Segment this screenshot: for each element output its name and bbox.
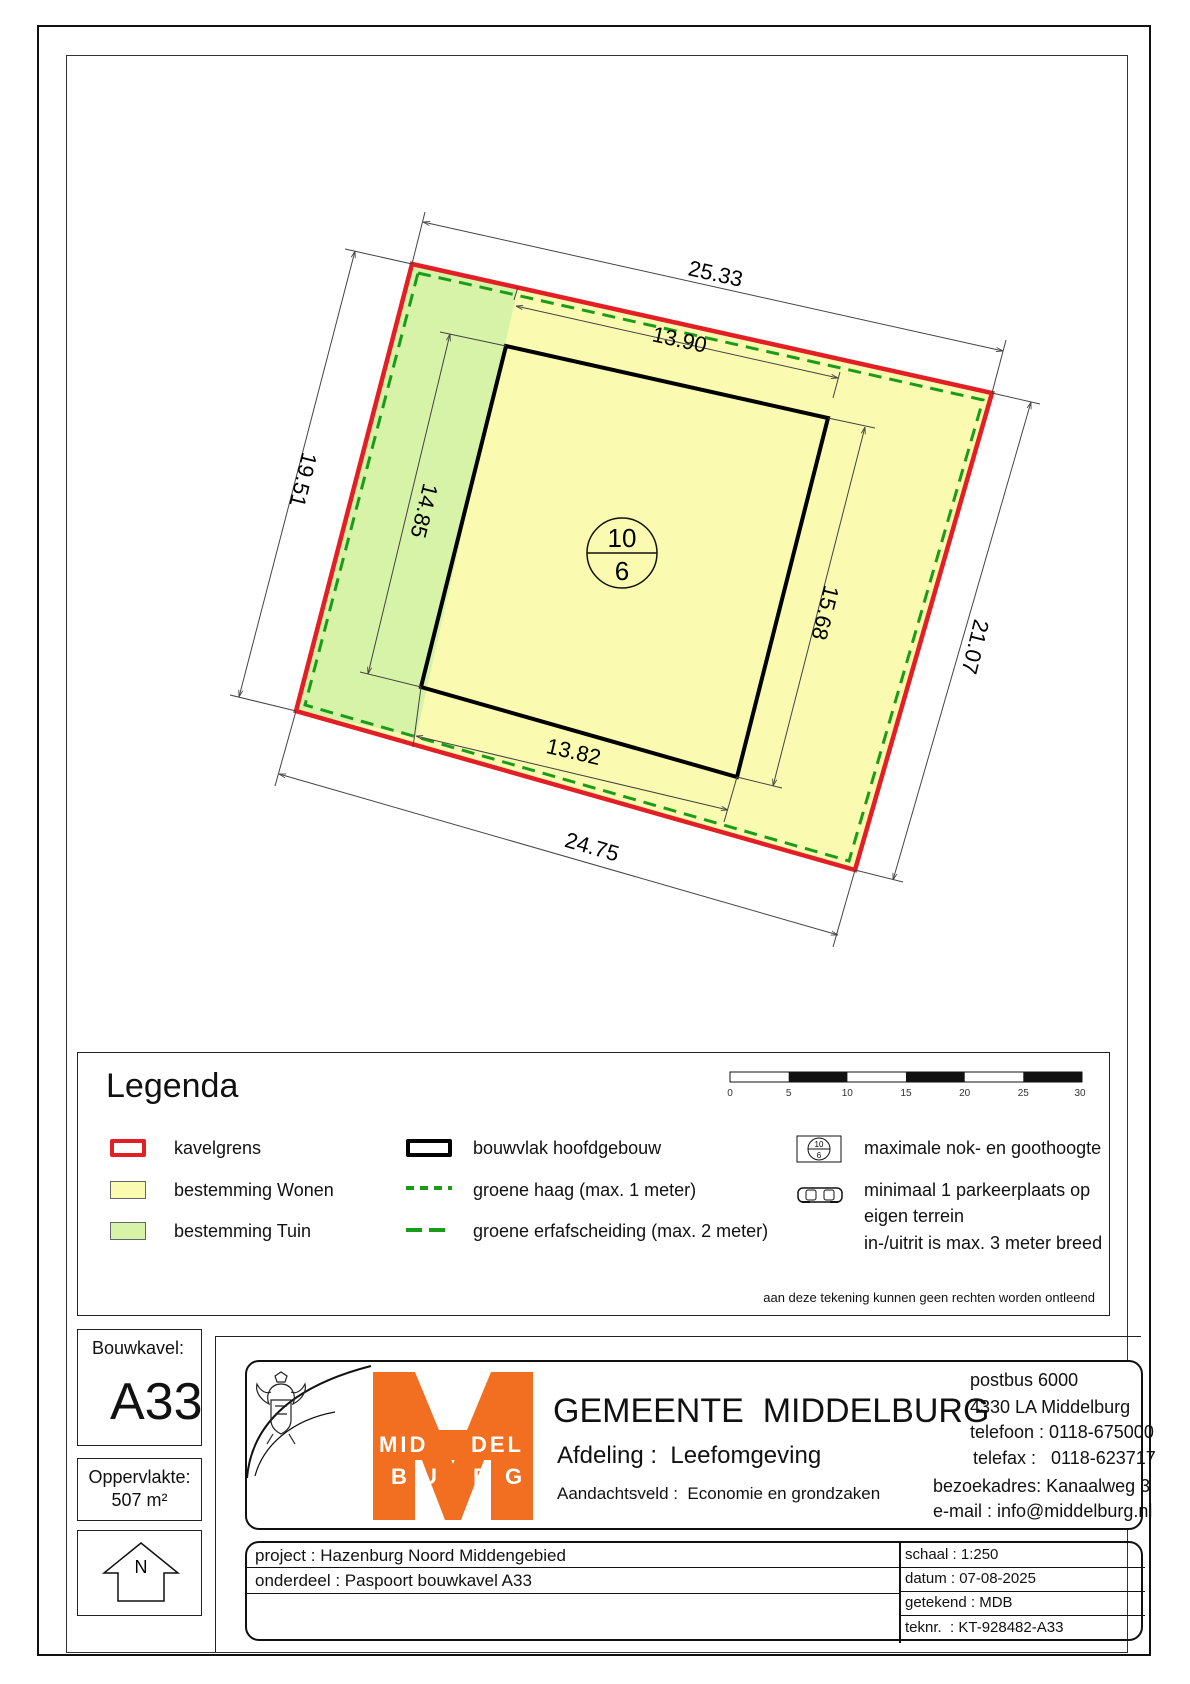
aandachtsveld: Aandachtsveld : Economie en grondzaken: [557, 1484, 881, 1503]
north-arrow-box: [77, 1530, 202, 1616]
oppervlakte-box: [77, 1458, 202, 1521]
legend-haag: groene haag (max. 1 meter): [473, 1180, 697, 1200]
legend-erfafscheiding: groene erfafscheiding (max. 2 meter): [473, 1221, 769, 1241]
bouwkavel-label: Bouwkavel:: [92, 1338, 185, 1358]
height-symbol-goot: 6: [614, 556, 630, 586]
swatch-erfafscheiding: [406, 1225, 452, 1235]
project-onderdeel: onderdeel : Paspoort bouwkavel A33: [255, 1571, 532, 1590]
swatch-wonen: [110, 1181, 146, 1199]
logo-text-r: R: [473, 1464, 489, 1489]
swatch-bouwvlak: [406, 1139, 452, 1157]
scale-tick: 20: [959, 1088, 971, 1099]
height-legend-symbol: [796, 1135, 842, 1163]
project-name: project : Hazenburg Noord Middengebied: [255, 1546, 566, 1565]
disclaimer: aan deze tekening kunnen geen rechten worden ontleend: [763, 1290, 1095, 1305]
dim-top-outer: 25.33: [686, 255, 746, 292]
scale-tick: 10: [841, 1088, 853, 1099]
dim-bottom-outer: 24.75: [562, 827, 622, 867]
dim-top-inner: 13.90: [650, 321, 710, 358]
swatch-kavelgrens: [110, 1139, 146, 1157]
schaal: schaal : 1:250: [905, 1546, 999, 1563]
legend-symbol-bottom: 6: [816, 1151, 822, 1160]
postcode: 4330 LA Middelburg: [970, 1397, 1131, 1417]
scale-tick: 25: [1017, 1088, 1029, 1099]
logo-text-mid: MID: [379, 1432, 429, 1457]
email: e-mail : info@middelburg.nl: [933, 1501, 1153, 1521]
swatch-haag: [406, 1183, 452, 1193]
oppervlakte-label: Oppervlakte:: [88, 1467, 191, 1487]
legend-bouwvlak: bouwvlak hoofdgebouw: [473, 1138, 662, 1158]
scale-tick: 15: [900, 1088, 912, 1099]
height-symbol-nok: 10: [607, 523, 637, 553]
logo-text-del: DEL: [471, 1432, 524, 1457]
municipality-header: [245, 1360, 1156, 1530]
meta-divider: [899, 1567, 1145, 1568]
meta-divider: [899, 1591, 1145, 1592]
logo-text-b: B: [391, 1464, 407, 1489]
legend-symbol-top: 10: [814, 1140, 824, 1149]
dim-left-inner: 14.85: [405, 481, 444, 541]
bouwkavel-value: A33: [110, 1373, 203, 1431]
org-name: GEMEENTE MIDDELBURG: [553, 1392, 990, 1430]
datum: datum : 07-08-2025: [905, 1570, 1036, 1587]
logo-text-g: G: [505, 1464, 523, 1489]
scale-bar: [728, 1070, 1088, 1106]
telefax: telefax : 0118-623717: [973, 1448, 1156, 1468]
dim-bottom-inner: 13.82: [544, 733, 604, 771]
legend-wonen: bestemming Wonen: [174, 1180, 334, 1200]
bezoekadres: bezoekadres: Kanaalweg 3: [933, 1476, 1151, 1496]
middelburg-logo: [373, 1372, 533, 1520]
project-divider: [247, 1593, 899, 1594]
legend-title: Legenda: [106, 1067, 239, 1105]
meta-divider-vertical: [899, 1543, 901, 1643]
scale-tick: 5: [785, 1088, 792, 1099]
legend-nokgoot: maximale nok- en goothoogte: [864, 1138, 1102, 1158]
legend-panel: [77, 1052, 1110, 1316]
legend-parkeer-line1: minimaal 1 parkeerplaats op: [864, 1180, 1091, 1200]
getekend: getekend : MDB: [905, 1594, 1013, 1611]
bouwkavel-box: [77, 1329, 202, 1446]
north-arrow-icon: [100, 1539, 182, 1607]
project-divider: [247, 1567, 899, 1568]
meta-divider: [899, 1615, 1145, 1616]
legend-tuin: bestemming Tuin: [174, 1221, 312, 1241]
scale-tick: 0: [727, 1088, 733, 1099]
oppervlakte-value: 507 m²: [111, 1490, 168, 1510]
dim-right-outer: 21.07: [956, 617, 995, 677]
logo-text-u: U: [421, 1464, 437, 1489]
dim-left-outer: 19.51: [284, 450, 323, 510]
project-info-box: [245, 1541, 1143, 1641]
afdeling: Afdeling : Leefomgeving: [557, 1442, 822, 1469]
telefoon: telefoon : 0118-675000: [970, 1422, 1154, 1442]
teknr: teknr. : KT-928482-A33: [905, 1619, 1064, 1636]
height-symbol: [587, 518, 657, 588]
dim-right-inner: 15.68: [806, 583, 845, 643]
coat-of-arms-icon: [251, 1370, 311, 1450]
legend-parkeer-line3: in-/uitrit is max. 3 meter breed: [864, 1233, 1103, 1253]
north-letter: N: [134, 1557, 148, 1577]
legend-kavelgrens: kavelgrens: [174, 1138, 262, 1158]
swatch-tuin: [110, 1222, 146, 1240]
legend-parkeer-line2: eigen terrein: [864, 1206, 965, 1226]
scale-tick: 30: [1074, 1088, 1086, 1099]
postbus: postbus 6000: [970, 1370, 1079, 1390]
car-icon: [796, 1185, 844, 1205]
